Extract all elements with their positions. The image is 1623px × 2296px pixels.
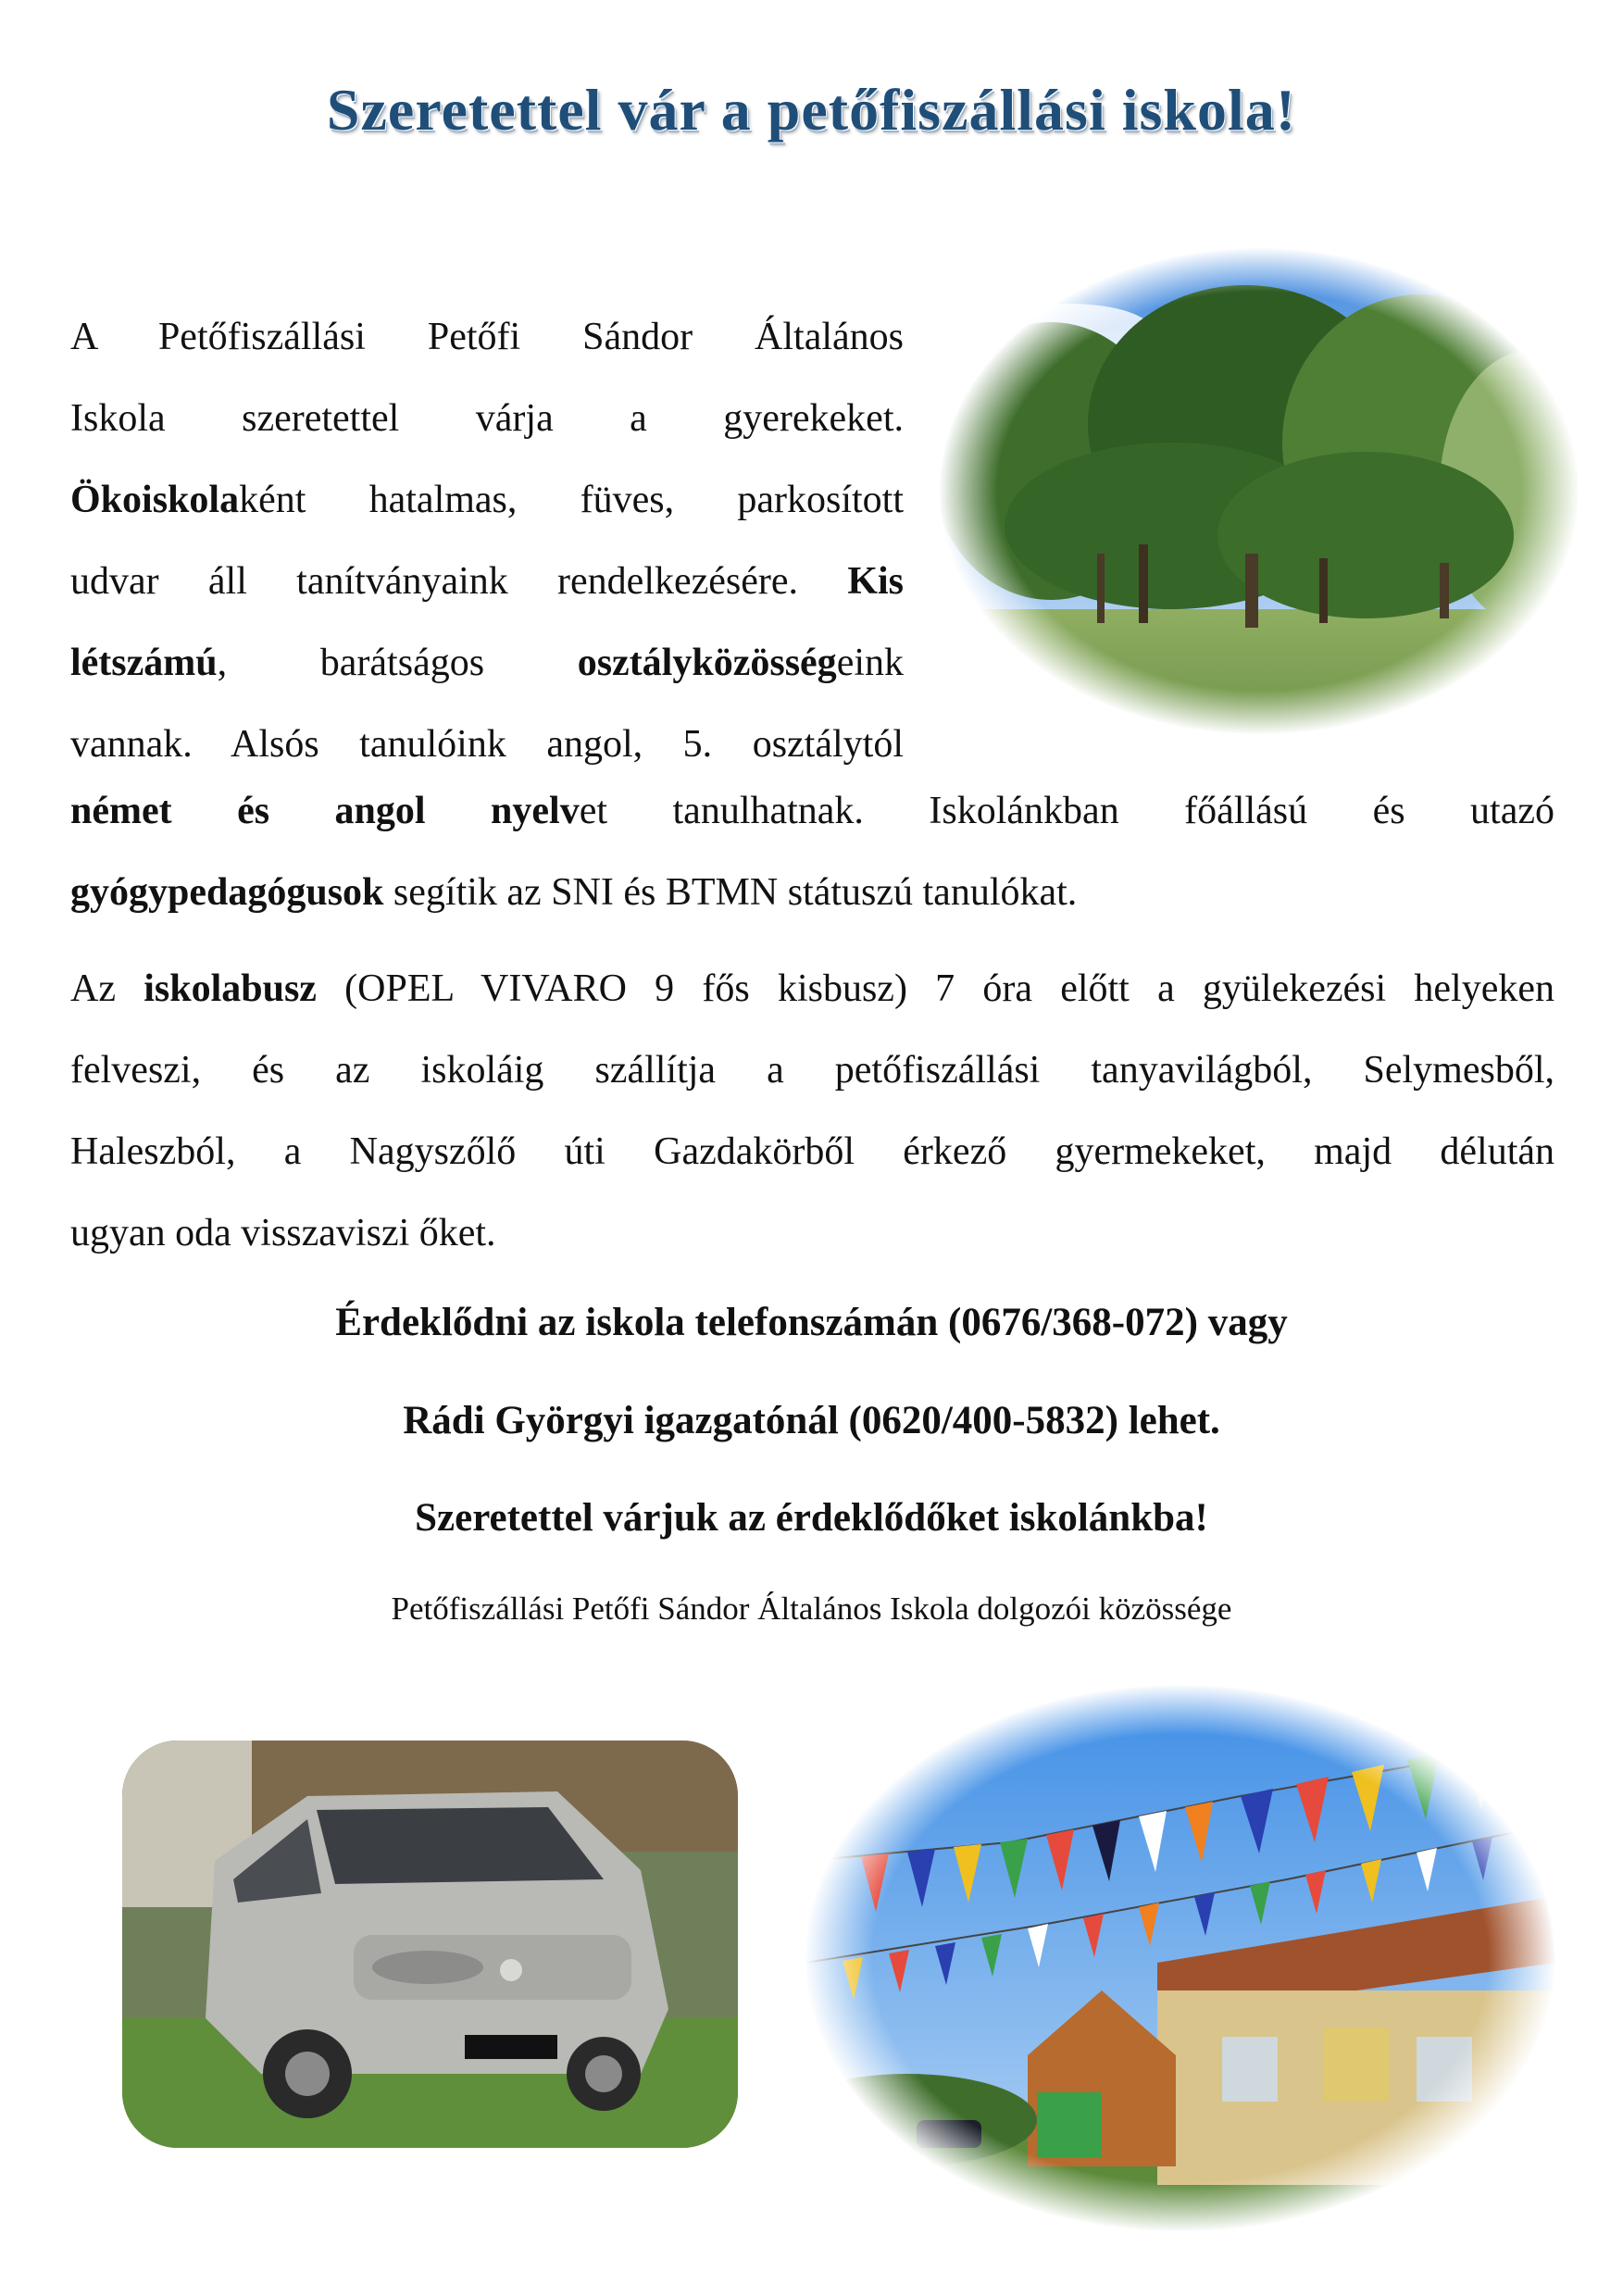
text-segment: udvar áll tanítványaink rendelkezésére.	[70, 560, 848, 603]
bold-okoiskola: Ökoiskola	[70, 479, 240, 521]
intro-paragraph-continued	[70, 770, 1554, 933]
school-bus-photo	[122, 1741, 738, 2148]
text-segment: eink	[836, 642, 904, 684]
intro-line-2: Iskola szeretettel várja a gyerekeket.	[70, 397, 904, 440]
intro-line-4	[70, 541, 904, 622]
text-segment: segítik az SNI és BTMN státuszú tanulókat.	[383, 871, 1078, 914]
intro-paragraph	[70, 296, 904, 785]
bold-nyelv: német és angol nyelv	[70, 790, 580, 832]
intro-line-6: vannak. Alsós tanulóink angol, 5. osztálytól	[70, 723, 904, 766]
contact-line-phone: Érdeklődni az iskola telefonszámán (0676/368-072) vagy	[335, 1301, 1288, 1344]
text-segment: ként hatalmas, füves, parkosított	[239, 479, 904, 521]
bold-letszamu: létszámú	[70, 642, 218, 684]
bus-line-1	[70, 948, 1554, 1029]
intro-line-5	[70, 622, 904, 704]
bus-line-4: ugyan oda visszaviszi őket.	[70, 1212, 496, 1254]
signature: Petőfiszállási Petőfi Sándor Általános Iskola dolgozói közössége	[391, 1591, 1232, 1627]
bus-paragraph	[70, 948, 1554, 1274]
bold-gyogypedagogusok: gyógypedagógusok	[70, 871, 384, 914]
bus-line-3: Haleszból, a Nagyszőlő úti Gazdakörből érkező gyermekeket, majd délután	[70, 1130, 1554, 1173]
bold-iskolabusz: iskolabusz	[144, 967, 317, 1010]
bus-line-2: felveszi, és az iskoláig szállítja a petőfiszállási tanyavilágból, Selymesből,	[70, 1049, 1554, 1092]
text-segment: et tanulhatnak. Iskolánkban főállású és utazó	[579, 790, 1554, 832]
text-segment: (OPEL VIVARO 9 fős kisbusz) 7 óra előtt a gyülekezési helyeken	[316, 967, 1554, 1010]
intro-line-8	[70, 852, 1554, 933]
bold-osztalykozosseg: osztályközösség	[577, 642, 837, 684]
text-segment: Az	[70, 967, 144, 1010]
contact-line-welcome: Szeretettel várjuk az érdeklődőket iskolánkba!	[415, 1496, 1208, 1540]
intro-line-7	[70, 770, 1554, 852]
page-title: Szeretettel vár a petőfiszállási iskola!	[326, 77, 1297, 143]
intro-line-3	[70, 459, 904, 541]
contact-line-principal: Rádi Györgyi igazgatónál (0620/400-5832) lehet.	[403, 1399, 1220, 1442]
text-segment: , barátságos	[217, 642, 578, 684]
bold-kis: Kis	[847, 560, 904, 603]
intro-line-1: A Petőfiszállási Petőfi Sándor Általános	[70, 316, 904, 358]
school-festival-photo	[805, 1685, 1555, 2231]
schoolyard-trees-photo	[940, 248, 1579, 734]
